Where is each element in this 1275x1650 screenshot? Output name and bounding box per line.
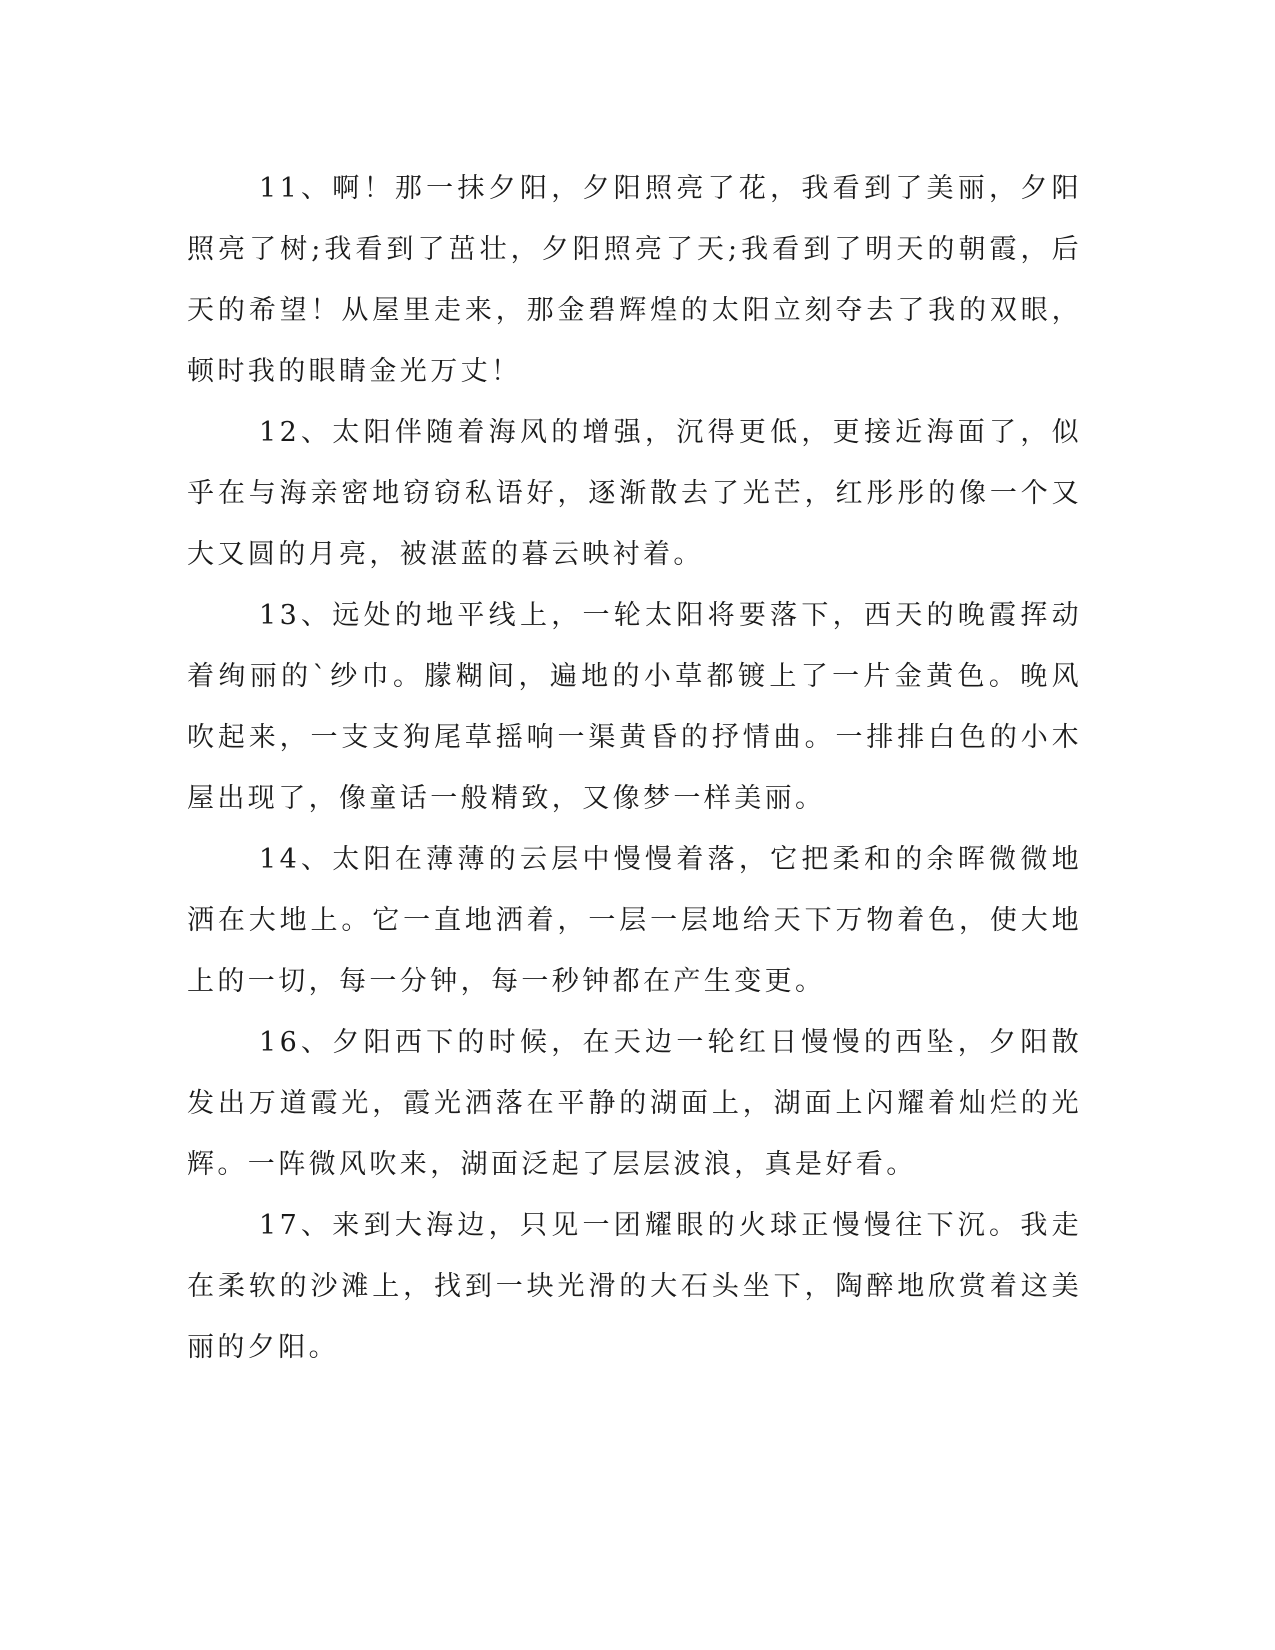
paragraph-11: 11、啊！那一抹夕阳，夕阳照亮了花，我看到了美丽，夕阳照亮了树;我看到了茁壮，夕阳照亮了天;我看到了明天的朝霞，后天的希望！从屋里走来，那金碧辉煌的太阳立刻夺去了我的双眼，顿时我的眼睛金光万丈！: [187, 173, 1082, 387]
paragraph-17: 17、来到大海边，只见一团耀眼的火球正慢慢往下沉。我走在柔软的沙滩上，找到一块光滑的大石头坐下，陶醉地欣赏着这美丽的夕阳。: [187, 1210, 1082, 1363]
paragraph-16: 16、夕阳西下的时候，在天边一轮红日慢慢的西坠，夕阳散发出万道霞光，霞光洒落在平静的湖面上，湖面上闪耀着灿烂的光辉。一阵微风吹来，湖面泛起了层层波浪，真是好看。: [187, 1027, 1082, 1180]
paragraph-14: 14、太阳在薄薄的云层中慢慢着落，它把柔和的余晖微微地洒在大地上。它一直地洒着，一层一层地给天下万物着色，使大地上的一切，每一分钟，每一秒钟都在产生变更。: [187, 844, 1082, 997]
paragraph-13: 13、远处的地平线上，一轮太阳将要落下，西天的晚霞挥动着绚丽的`纱巾。朦糊间，遍地的小草都镀上了一片金黄色。晚风吹起来，一支支狗尾草摇响一渠黄昏的抒情曲。一排排白色的小木屋出现了，像童话一般精致，又像梦一样美丽。: [187, 600, 1082, 814]
paragraph-12: 12、太阳伴随着海风的增强，沉得更低，更接近海面了，似乎在与海亲密地窃窃私语好，逐渐散去了光芒，红彤彤的像一个又大又圆的月亮，被湛蓝的暮云映衬着。: [187, 417, 1082, 570]
document-body: [187, 158, 1082, 1378]
